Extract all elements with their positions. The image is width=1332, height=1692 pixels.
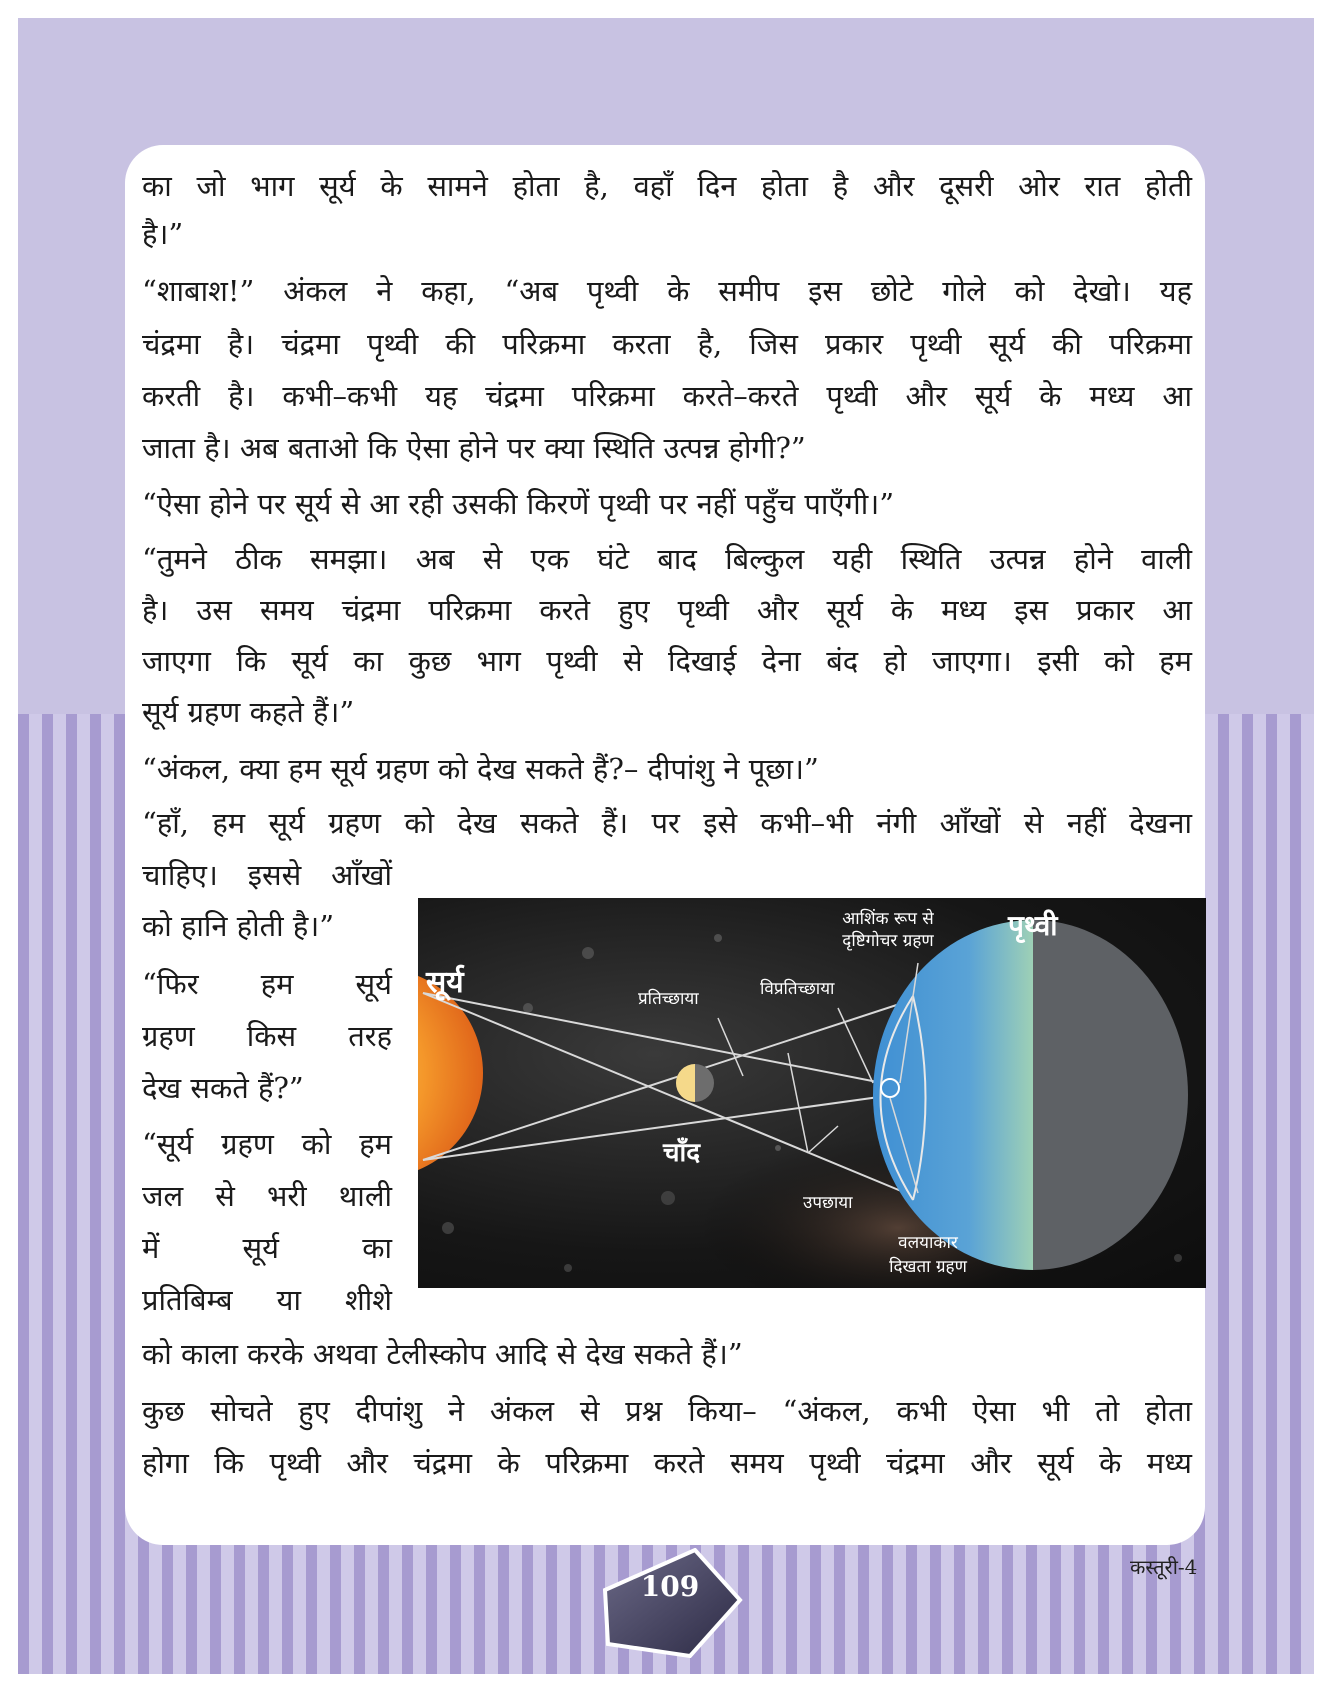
paragraph-line: है।” [142, 217, 184, 251]
paragraph-line: जाएगा कि सूर्य का कुछ भाग पृथ्वी से दिखाई देना बंद हो जाएगा। इसी को हम [142, 644, 1192, 678]
paragraph-line: “हाँ, हम सूर्य ग्रहण को देख सकते हैं। पर इसे कभी–भी नंगी आँखों से नहीं देखना [142, 806, 1192, 840]
earth-label: पृथ्वी [1008, 909, 1058, 942]
paragraph-line: “अंकल, क्या हम सूर्य ग्रहण को देख सकते हैं?– दीपांशु ने पूछा।” [142, 752, 819, 786]
paragraph-line: चंद्रमा है। चंद्रमा पृथ्वी की परिक्रमा करता है, जिस प्रकार पृथ्वी सूर्य की परिक्रमा [142, 327, 1192, 361]
paragraph-line: “शाबाश!” अंकल ने कहा, “अब पृथ्वी के समीप इस छोटे गोले को देखो। यह [142, 274, 1192, 308]
paragraph-line: करती है। कभी–कभी यह चंद्रमा परिक्रमा करते–करते पृथ्वी और सूर्य के मध्य आ [142, 379, 1192, 413]
page-number-tab [590, 1548, 750, 1658]
paragraph-line: का जो भाग सूर्य के सामने होता है, वहाँ दिन होता है और दूसरी ओर रात होती [142, 169, 1192, 203]
paragraph-line: है। उस समय चंद्रमा परिक्रमा करते हुए पृथ्वी और सूर्य के मध्य इस प्रकार आ [142, 593, 1192, 627]
sun-label: सूर्य [426, 965, 464, 1000]
paragraph-line: “फिर हम सूर्य [142, 967, 392, 1001]
paragraph-line: जाता है। अब बताओ कि ऐसा होने पर क्या स्थिति उत्पन्न होगी?” [142, 431, 806, 465]
paragraph-line: कुछ सोचते हुए दीपांशु ने अंकल से प्रश्न किया– “अंकल, कभी ऐसा भी तो होता [142, 1394, 1192, 1428]
earth-shape [873, 920, 1188, 1270]
annular-eclipse-line2: दिखता ग्रहण [889, 1257, 967, 1277]
paragraph-line: ग्रहण किस तरह [142, 1019, 392, 1053]
partial-eclipse-line2: दृष्टिगोचर ग्रहण [842, 931, 934, 951]
moon-label: चाँद [663, 1138, 701, 1168]
paragraph-line: को हानि होती है।” [142, 909, 335, 943]
antumbra-label: विप्रतिच्छाया [760, 979, 835, 999]
paragraph-line: “सूर्य ग्रहण को हम [142, 1127, 392, 1161]
solar-eclipse-diagram [418, 898, 1206, 1288]
paragraph-line: प्रतिबिम्ब या शीशे [142, 1283, 392, 1317]
paragraph-line: सूर्य ग्रहण कहते हैं।” [142, 695, 355, 729]
page-number: 109 [640, 1570, 700, 1603]
paragraph-line: में सूर्य का [142, 1231, 392, 1265]
paragraph-line: जल से भरी थाली [142, 1179, 392, 1213]
book-title: कस्तूरी-4 [1130, 1555, 1198, 1579]
paragraph-line: देख सकते हैं?” [142, 1071, 304, 1105]
paragraph-line: होगा कि पृथ्वी और चंद्रमा के परिक्रमा करते समय पृथ्वी चंद्रमा और सूर्य के मध्य [142, 1446, 1192, 1480]
partial-eclipse-line1: आशिंक रूप से [842, 909, 934, 929]
paragraph-line: “तुमने ठीक समझा। अब से एक घंटे बाद बिल्कुल यही स्थिति उत्पन्न होने वाली [142, 542, 1192, 576]
paragraph-line: चाहिए। इससे आँखों [142, 858, 392, 892]
paragraph-line: “ऐसा होने पर सूर्य से आ रही उसकी किरणें पृथ्वी पर नहीं पहुँच पाएँगी।” [142, 487, 895, 521]
penumbra-label: उपछाया [803, 1193, 853, 1213]
annular-eclipse-line1: वलयाकार [898, 1233, 958, 1253]
paragraph-line: को काला करके अथवा टेलीस्कोप आदि से देख सकते हैं।” [142, 1337, 743, 1371]
annular-eclipse-label [858, 1231, 998, 1279]
umbra-label: प्रतिच्छाया [638, 989, 699, 1009]
moon-shape [676, 1064, 714, 1102]
partial-eclipse-label [803, 908, 973, 952]
